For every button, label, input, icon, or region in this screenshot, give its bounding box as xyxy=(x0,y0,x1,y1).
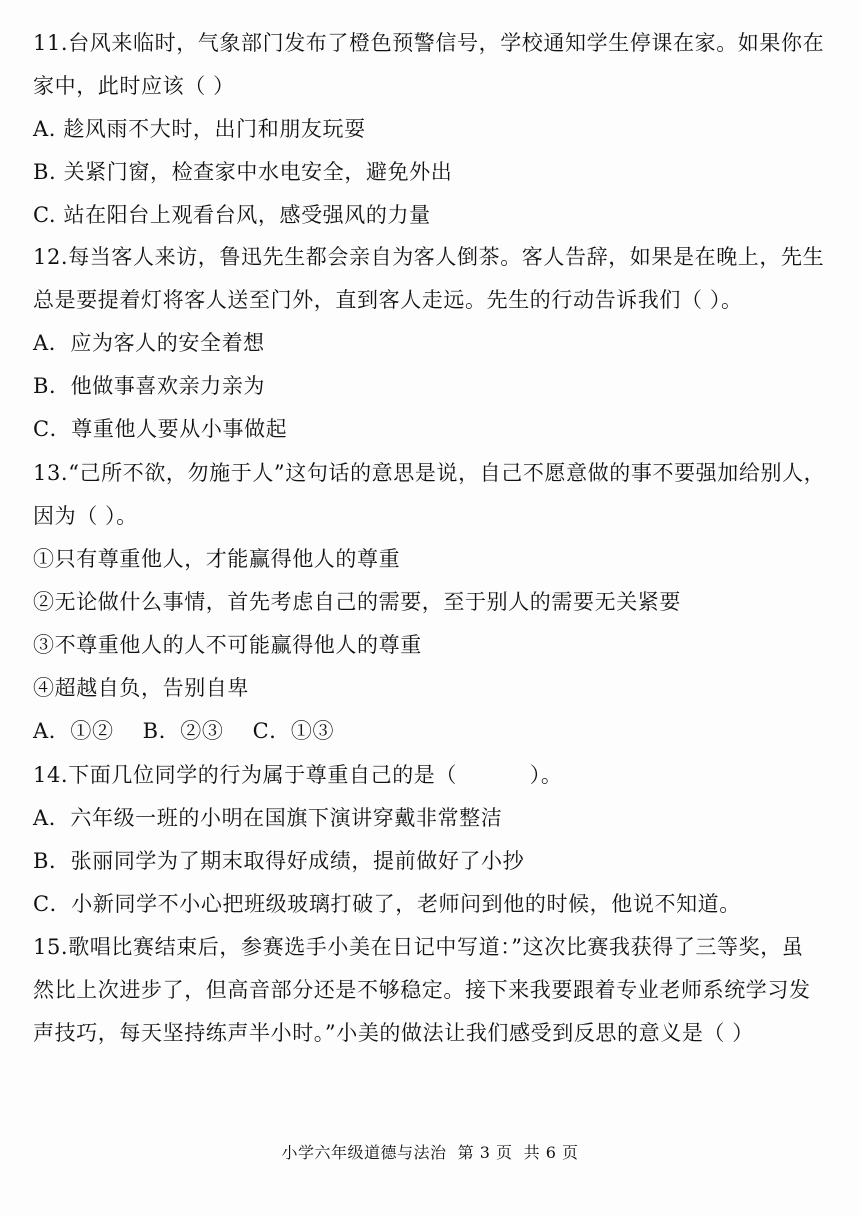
question-13-stem-line-2: 因为（ ）。 xyxy=(33,504,138,528)
question-14-option-a: A．六年级一班的小明在国旗下演讲穿戴非常整洁 xyxy=(33,806,503,830)
question-12-option-b: B．他做事喜欢亲力亲为 xyxy=(33,374,266,398)
question-12-option-a: A．应为客人的安全着想 xyxy=(33,331,265,355)
question-11-option-b: B. 关紧门窗，检查家中水电安全，避免外出 xyxy=(33,160,453,184)
question-11-stem-line-1: 11.台风来临时，气象部门发布了橙色预警信号，学校通知学生停课在家。如果你在 xyxy=(33,31,825,55)
question-13-statement-4: ④超越自负，告别自卑 xyxy=(33,676,249,700)
question-13-statement-2: ②无论做什么事情，首先考虑自己的需要，至于别人的需要无关紧要 xyxy=(33,590,681,614)
question-13-options: A．①② B．②③ C．①③ xyxy=(33,719,335,743)
question-15-stem-line-3: 声技巧，每天坚持练声半小时。”小美的做法让我们感受到反思的意义是（ ） xyxy=(33,1021,754,1045)
question-13-statement-1: ①只有尊重他人，才能赢得他人的尊重 xyxy=(33,547,401,571)
question-12-stem-line-2: 总是要提着灯将客人送至门外，直到客人走远。先生的行动告诉我们（ ）。 xyxy=(33,288,743,312)
question-14-option-c: C．小新同学不小心把班级玻璃打破了，老师问到他的时候，他说不知道。 xyxy=(33,892,741,916)
question-13-stem-line-1: 13.“己所不欲，勿施于人”这句话的意思是说，自己不愿意做的事不要强加给别人， xyxy=(33,461,826,485)
page-footer: 小学六年级道德与法治 第 3 页 共 6 页 xyxy=(281,1143,579,1162)
question-11-option-c: C. 站在阳台上观看台风，感受强风的力量 xyxy=(33,203,431,227)
question-12-option-c: C．尊重他人要从小事做起 xyxy=(33,417,288,441)
question-15-stem-line-1: 15.歌唱比赛结束后，参赛选手小美在日记中写道：”这次比赛我获得了三等奖，虽 xyxy=(33,935,804,959)
question-13-statement-3: ③不尊重他人的人不可能赢得他人的尊重 xyxy=(33,633,422,657)
question-14-stem: 14.下面几位同学的行为属于尊重自己的是（ ）。 xyxy=(33,763,563,787)
question-15-stem-line-2: 然比上次进步了，但高音部分还是不够稳定。接下来我要跟着专业老师系统学习发 xyxy=(33,978,811,1002)
question-11-stem-line-2: 家中，此时应该（ ） xyxy=(33,74,235,98)
question-12-stem-line-1: 12.每当客人来访，鲁迅先生都会亲自为客人倒茶。客人告辞，如果是在晚上，先生 xyxy=(33,245,825,269)
question-11-option-a: A. 趁风雨不大时，出门和朋友玩耍 xyxy=(33,117,366,141)
question-14-option-b: B．张丽同学为了期末取得好成绩，提前做好了小抄 xyxy=(33,849,525,873)
